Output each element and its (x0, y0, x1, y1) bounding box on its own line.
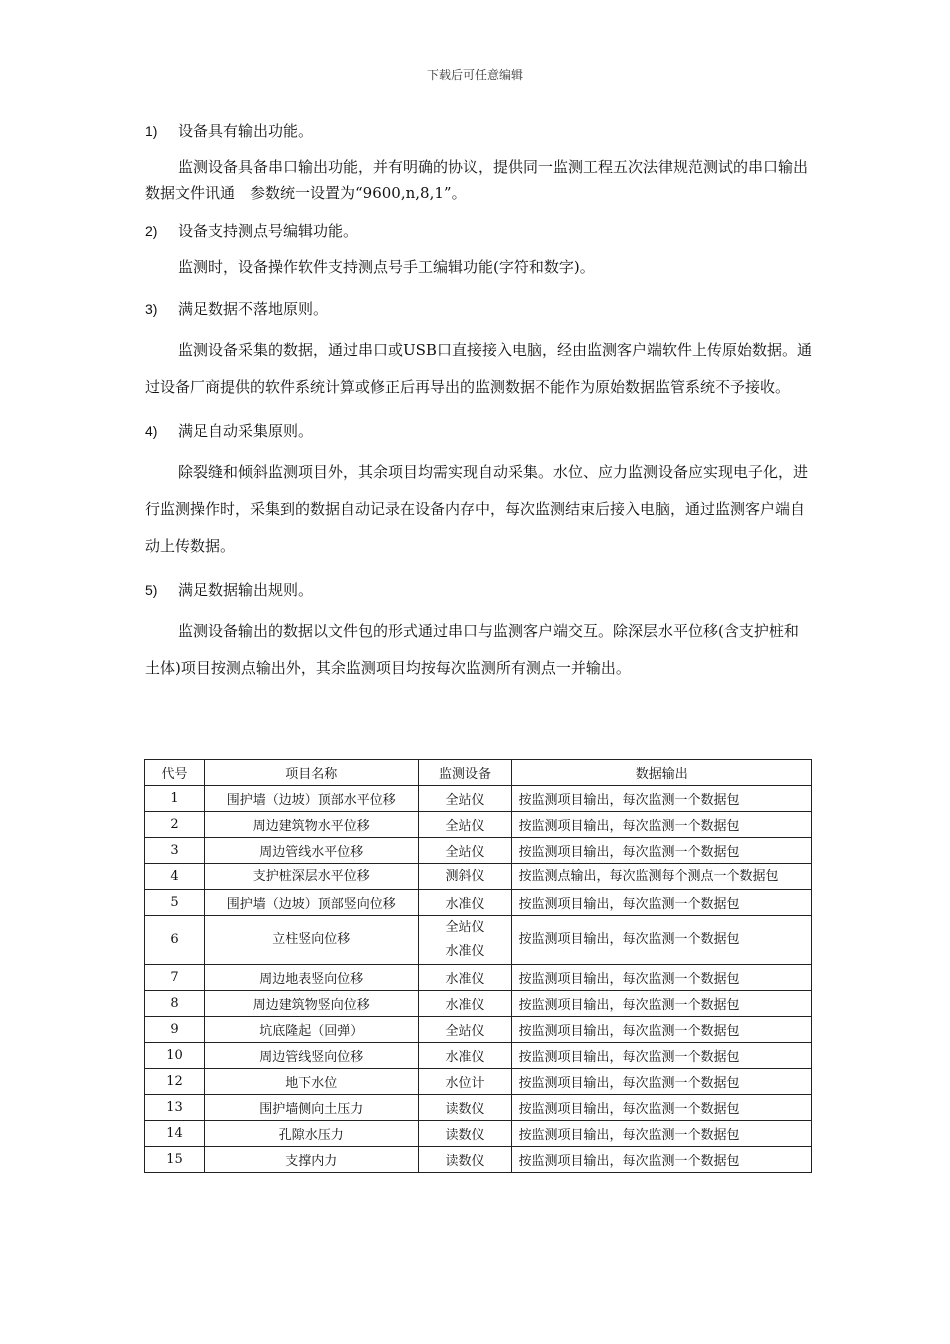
cell-code: 14 (145, 1121, 205, 1147)
cell-code: 3 (145, 838, 205, 864)
cell-name: 周边管线竖向位移 (204, 1043, 418, 1069)
section-heading (145, 120, 813, 142)
section-number: 4) (145, 423, 158, 439)
cell-device: 水准仪 (418, 1043, 512, 1069)
section-title: 满足数据输出规则。 (178, 581, 314, 599)
table-row (145, 864, 812, 890)
column-header-code: 代号 (145, 760, 205, 786)
cell-name: 周边地表竖向位移 (204, 965, 418, 991)
cell-name: 周边建筑物水平位移 (204, 812, 418, 838)
cell-code: 8 (145, 991, 205, 1017)
cell-output: 按监测项目输出，每次监测一个数据包 (512, 1095, 812, 1121)
cell-device: 读数仪 (418, 1147, 512, 1173)
cell-code: 9 (145, 1017, 205, 1043)
cell-device: 全站仪 (418, 838, 512, 864)
cell-device (418, 916, 512, 965)
cell-output: 按监测项目输出，每次监测一个数据包 (512, 786, 812, 812)
table-row (145, 838, 812, 864)
cell-output: 按监测点输出，每次监测每个测点一个数据包 (512, 864, 812, 890)
cell-device: 全站仪 (418, 812, 512, 838)
cell-device: 读数仪 (418, 1095, 512, 1121)
section-heading (145, 579, 813, 601)
document-body (145, 120, 813, 687)
cell-name: 周边建筑物竖向位移 (204, 991, 418, 1017)
section-paragraph: 监测设备采集的数据，通过串口或USB口直接接入电脑，经由监测客户端软件上传原始数据。通过设备厂商提供的软件系统计算或修正后再导出的监测数据不能作为原始数据监管系统不予接收。 (145, 341, 812, 396)
section-title: 满足数据不落地原则。 (178, 300, 329, 318)
section-number: 3) (145, 301, 158, 317)
cell-name: 围护墙侧向土压力 (204, 1095, 418, 1121)
cell-code: 13 (145, 1095, 205, 1121)
cell-output: 按监测项目输出，每次监测一个数据包 (512, 965, 812, 991)
section-title: 设备具有输出功能。 (178, 122, 314, 140)
cell-name: 立柱竖向位移 (204, 916, 418, 965)
cell-code: 1 (145, 786, 205, 812)
cell-code: 10 (145, 1043, 205, 1069)
cell-name: 孔隙水压力 (204, 1121, 418, 1147)
cell-output: 按监测项目输出，每次监测一个数据包 (512, 1043, 812, 1069)
cell-name: 地下水位 (204, 1069, 418, 1095)
column-header-output: 数据输出 (512, 760, 812, 786)
cell-device: 读数仪 (418, 1121, 512, 1147)
section-paragraph: 监测时，设备操作软件支持测点号手工编辑功能(字符和数字)。 (178, 258, 595, 276)
cell-code: 15 (145, 1147, 205, 1173)
section-paragraph: 监测设备具备串口输出功能，并有明确的协议，提供同一监测工程五次法律规范测试的串口输出数据文件讯通 参数统一设置为“9600,n,8,1”。 (145, 158, 809, 202)
table-row (145, 812, 812, 838)
section-number: 5) (145, 582, 158, 598)
cell-name: 坑底隆起（回弹） (204, 1017, 418, 1043)
cell-code: 4 (145, 864, 205, 890)
cell-output: 按监测项目输出，每次监测一个数据包 (512, 1121, 812, 1147)
cell-output: 按监测项目输出，每次监测一个数据包 (512, 1017, 812, 1043)
page-header: 下载后可任意编辑 (426, 68, 523, 82)
section-heading (145, 298, 813, 320)
cell-device: 水位计 (418, 1069, 512, 1095)
cell-name: 围护墙（边坡）顶部水平位移 (204, 786, 418, 812)
table-row (145, 1095, 812, 1121)
table-row (145, 786, 812, 812)
section-title: 设备支持测点号编辑功能。 (178, 222, 359, 240)
device-line-1: 全站仪 (445, 920, 485, 935)
cell-device: 全站仪 (418, 786, 512, 812)
table-row (145, 1147, 812, 1173)
table-row (145, 1017, 812, 1043)
table-row (145, 916, 812, 965)
table-row (145, 1043, 812, 1069)
section-heading (145, 420, 813, 442)
cell-name: 围护墙（边坡）顶部竖向位移 (204, 890, 418, 916)
cell-output: 按监测项目输出，每次监测一个数据包 (512, 916, 812, 965)
cell-device: 水准仪 (418, 965, 512, 991)
cell-output: 按监测项目输出，每次监测一个数据包 (512, 812, 812, 838)
cell-device: 全站仪 (418, 1017, 512, 1043)
section-paragraph: 监测设备输出的数据以文件包的形式通过串口与监测客户端交互。除深层水平位移(含支护桩和土体)项目按测点输出外，其余监测项目均按每次监测所有测点一并输出。 (145, 622, 799, 677)
column-header-name: 项目名称 (204, 760, 418, 786)
table-row (145, 890, 812, 916)
cell-code: 5 (145, 890, 205, 916)
table-header-row (145, 760, 812, 786)
cell-device: 测斜仪 (418, 864, 512, 890)
cell-code: 6 (145, 916, 205, 965)
cell-output: 按监测项目输出，每次监测一个数据包 (512, 1069, 812, 1095)
cell-code: 12 (145, 1069, 205, 1095)
section-title: 满足自动采集原则。 (178, 422, 314, 440)
table-row (145, 991, 812, 1017)
table-row (145, 965, 812, 991)
section-number: 2) (145, 223, 158, 239)
section-heading (145, 220, 813, 242)
cell-output: 按监测项目输出，每次监测一个数据包 (512, 838, 812, 864)
cell-output: 按监测项目输出，每次监测一个数据包 (512, 991, 812, 1017)
cell-output: 按监测项目输出，每次监测一个数据包 (512, 1147, 812, 1173)
section-number: 1) (145, 123, 158, 139)
section-paragraph: 除裂缝和倾斜监测项目外，其余项目均需实现自动采集。水位、应力监测设备应实现电子化，进行监测操作时，采集到的数据自动记录在设备内存中，每次监测结束后接入电脑，通过监测客户端自动上传数据。 (145, 463, 809, 555)
device-output-table (144, 759, 812, 1173)
cell-name: 周边管线水平位移 (204, 838, 418, 864)
column-header-device: 监测设备 (418, 760, 512, 786)
cell-name: 支护桩深层水平位移 (204, 864, 418, 890)
cell-name: 支撑内力 (204, 1147, 418, 1173)
table-row (145, 1121, 812, 1147)
device-line-2: 水准仪 (445, 944, 485, 959)
cell-device: 水准仪 (418, 890, 512, 916)
cell-code: 2 (145, 812, 205, 838)
table-row (145, 1069, 812, 1095)
cell-device: 水准仪 (418, 991, 512, 1017)
cell-code: 7 (145, 965, 205, 991)
cell-output: 按监测项目输出，每次监测一个数据包 (512, 890, 812, 916)
